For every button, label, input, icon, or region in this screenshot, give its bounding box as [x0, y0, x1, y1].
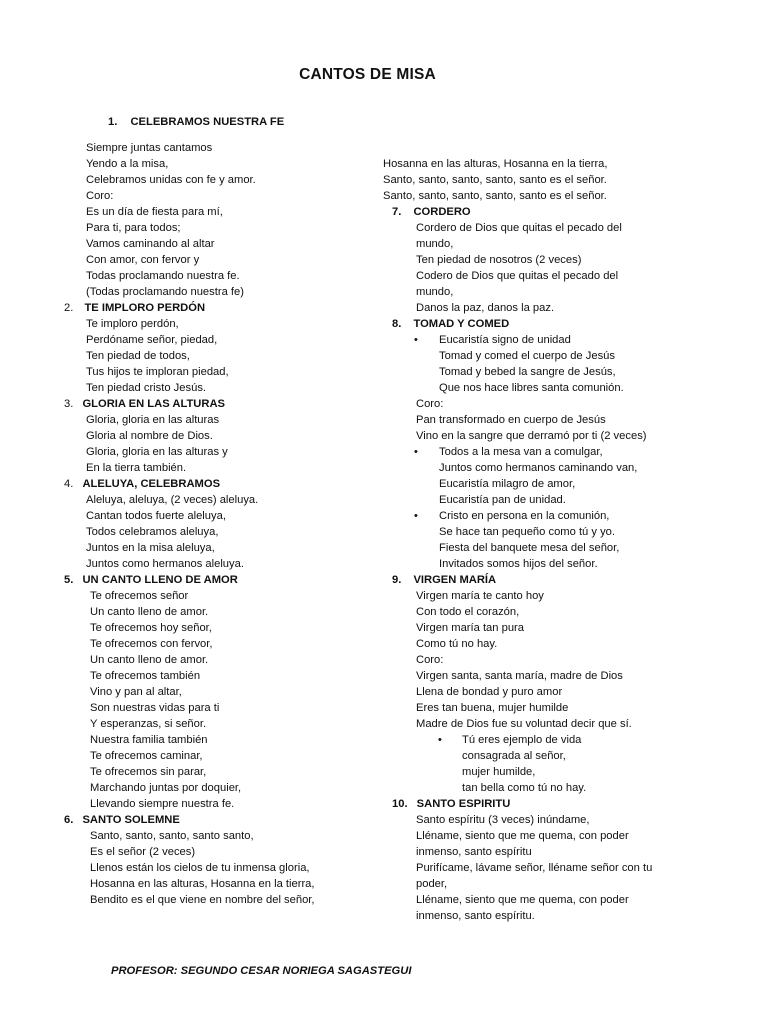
lyric-line — [383, 588, 703, 604]
lyric-text: Hosanna en las alturas, Hosanna en la tierra, — [383, 158, 608, 170]
song-lyrics — [56, 140, 376, 300]
lyric-text: Virgen maría te canto hoy — [416, 590, 544, 602]
bullet-icon: • — [438, 734, 442, 746]
lyric-text: Lléname, siento que me quema, con poder — [416, 830, 629, 842]
lyric-text: mujer humilde, — [462, 766, 536, 778]
song-lyrics — [383, 812, 703, 924]
lyric-line — [383, 828, 703, 844]
lyric-line — [56, 604, 376, 620]
lyric-text: Tú eres ejemplo de vida — [462, 734, 582, 746]
lyric-text: Aleluya, aleluya, (2 veces) aleluya. — [86, 494, 259, 506]
lyric-text: Se hace tan pequeño como tú y yo. — [439, 526, 616, 538]
lyric-text: Tomad y bebed la sangre de Jesús, — [439, 366, 616, 378]
lyric-text: Todos celebramos aleluya, — [86, 526, 219, 538]
lyric-text: (Todas proclamando nuestra fe) — [86, 286, 244, 298]
song-heading — [56, 572, 376, 588]
lyric-text: Gloria, gloria en las alturas — [86, 414, 220, 426]
song-lyrics — [383, 396, 703, 444]
lyric-line — [56, 684, 376, 700]
lyric-text: Ten piedad de nosotros (2 veces) — [416, 254, 582, 266]
song-title: ALELUYA, CELEBRAMOS — [82, 478, 221, 490]
lyric-text: Coro: — [416, 398, 444, 410]
song-heading — [383, 316, 703, 332]
lyric-text: Coro: — [416, 654, 444, 666]
lyric-line — [56, 796, 376, 812]
lyric-line — [383, 668, 703, 684]
lyric-text: Codero de Dios que quitas el pecado del — [416, 270, 619, 282]
lyric-line — [56, 524, 376, 540]
lyric-text: Te ofrecemos con fervor, — [90, 638, 213, 650]
song-heading — [56, 114, 376, 130]
lyric-line — [383, 428, 703, 444]
lyric-text: Eres tan buena, mujer humilde — [416, 702, 569, 714]
lyric-line — [383, 716, 703, 732]
lyric-text: inmenso, santo espíritu. — [416, 910, 535, 922]
lyric-line — [383, 636, 703, 652]
lyric-text: Invitados somos hijos del señor. — [439, 558, 598, 570]
lyric-text: Eucaristía milagro de amor, — [439, 478, 576, 490]
song-title: TOMAD Y COMED — [413, 318, 510, 330]
lyric-text: mundo, — [416, 238, 454, 250]
lyric-line — [383, 556, 703, 572]
lyric-line — [383, 684, 703, 700]
lyric-text: Llena de bondad y puro amor — [416, 686, 563, 698]
lyric-line — [56, 764, 376, 780]
lyric-line — [383, 156, 703, 172]
lyric-line — [383, 412, 703, 428]
lyric-text: Ten piedad cristo Jesús. — [86, 382, 207, 394]
song-number: 5. — [64, 574, 74, 586]
lyric-line — [383, 492, 703, 508]
lyric-line — [56, 188, 376, 204]
bulleted-verse — [383, 332, 703, 396]
lyric-text: Que nos hace libres santa comunión. — [439, 382, 624, 394]
lyric-text: Son nuestras vidas para ti — [90, 702, 220, 714]
bulleted-verse — [383, 732, 703, 796]
lyric-text: Lléname, siento que me quema, con poder — [416, 894, 629, 906]
lyric-line — [56, 636, 376, 652]
lyric-text: Perdóname señor, piedad, — [86, 334, 218, 346]
song-heading — [383, 796, 703, 812]
lyric-line — [56, 460, 376, 476]
lyric-text: Es el señor (2 veces) — [90, 846, 196, 858]
lyric-line — [383, 332, 703, 348]
lyric-text: Virgen santa, santa maría, madre de Dios — [416, 670, 623, 682]
lyric-text: Santo, santo, santo, santo santo, — [90, 830, 254, 842]
bulleted-verse — [383, 444, 703, 508]
lyric-line — [383, 652, 703, 668]
lyric-text: Te ofrecemos señor — [90, 590, 189, 602]
lyric-text: Vino en la sangre que derramó por ti (2 veces) — [416, 430, 647, 442]
lyric-text: Santo, santo, santo, santo, santo es el señor. — [383, 190, 607, 202]
song-lyrics — [56, 588, 376, 812]
lyric-text: Con todo el corazón, — [416, 606, 520, 618]
song-title: GLORIA EN LAS ALTURAS — [82, 398, 225, 410]
song-heading — [56, 396, 376, 412]
lyric-line — [56, 508, 376, 524]
lyric-text: Te ofrecemos también — [90, 670, 201, 682]
lyric-line — [56, 204, 376, 220]
lyric-text: Tus hijos te imploran piedad, — [86, 366, 229, 378]
lyric-text: Danos la paz, danos la paz. — [416, 302, 555, 314]
lyric-text: Coro: — [86, 190, 114, 202]
lyric-line — [383, 300, 703, 316]
song-number: 6. — [64, 814, 74, 826]
song-lyrics — [56, 828, 376, 908]
lyric-text: Llevando siempre nuestra fe. — [90, 798, 235, 810]
lyric-line — [56, 236, 376, 252]
song-heading — [383, 204, 703, 220]
lyric-text: Te imploro perdón, — [86, 318, 179, 330]
song-lyrics — [56, 492, 376, 572]
lyric-text: mundo, — [416, 286, 454, 298]
lyric-line — [56, 748, 376, 764]
lyric-line — [383, 892, 703, 908]
lyric-text: consagrada al señor, — [462, 750, 566, 762]
lyric-line — [56, 380, 376, 396]
song-title: SANTO SOLEMNE — [82, 814, 180, 826]
lyric-text: Juntos como hermanos caminando van, — [439, 462, 638, 474]
lyric-line — [56, 844, 376, 860]
lyric-text: Te ofrecemos caminar, — [90, 750, 203, 762]
lyric-text: Llenos están los cielos de tu inmensa gloria, — [90, 862, 310, 874]
lyric-line — [383, 188, 703, 204]
lyric-line — [56, 332, 376, 348]
lyric-text: En la tierra también. — [86, 462, 187, 474]
lyric-line — [383, 732, 703, 748]
lyric-line — [383, 844, 703, 860]
song-number: 3. — [64, 398, 74, 410]
lyric-line — [56, 140, 376, 156]
lyric-line — [56, 492, 376, 508]
lyric-text: Ten piedad de todos, — [86, 350, 190, 362]
song-title: CELEBRAMOS NUESTRA FE — [130, 116, 285, 128]
lyric-text: Cordero de Dios que quitas el pecado del — [416, 222, 622, 234]
lyric-line — [383, 476, 703, 492]
song-lyrics — [383, 220, 703, 316]
lyric-text: Yendo a la misa, — [86, 158, 169, 170]
song-title: VIRGEN MARÍA — [413, 574, 497, 586]
lyric-line — [383, 236, 703, 252]
lyric-line — [56, 588, 376, 604]
lyric-text: Santo espíritu (3 veces) inúndame, — [416, 814, 590, 826]
lyric-text: Todos a la mesa van a comulgar, — [439, 446, 603, 458]
lyric-line — [56, 172, 376, 188]
lyric-line — [56, 156, 376, 172]
lyric-line — [383, 620, 703, 636]
lyric-line — [56, 444, 376, 460]
lyric-line — [383, 876, 703, 892]
lyric-line — [383, 364, 703, 380]
lyric-line — [383, 908, 703, 924]
song-number: 7. — [392, 206, 402, 218]
lyric-line — [56, 348, 376, 364]
song-number: 4. — [64, 478, 74, 490]
song-lyrics — [56, 412, 376, 476]
song-number: 1. — [108, 116, 118, 128]
lyric-line — [56, 412, 376, 428]
bullet-icon: • — [414, 334, 418, 346]
song-heading — [383, 572, 703, 588]
lyric-line — [56, 716, 376, 732]
lyric-line — [56, 892, 376, 908]
lyric-line — [383, 860, 703, 876]
lyric-text: Celebramos unidas con fe y amor. — [86, 174, 256, 186]
lyric-text: Gloria, gloria en las alturas y — [86, 446, 228, 458]
lyric-text: Siempre juntas cantamos — [86, 142, 213, 154]
song-heading — [56, 476, 376, 492]
lyric-text: Un canto lleno de amor. — [90, 606, 209, 618]
lyric-text: Y esperanzas, si señor. — [90, 718, 207, 730]
lyric-line — [56, 220, 376, 236]
lyric-line — [383, 460, 703, 476]
lyric-text: Tomad y comed el cuerpo de Jesús — [439, 350, 615, 362]
lyric-text: inmenso, santo espíritu — [416, 846, 532, 858]
lyric-line — [56, 828, 376, 844]
lyric-text: Fiesta del banquete mesa del señor, — [439, 542, 620, 554]
lyric-line — [383, 700, 703, 716]
lyric-text: Cantan todos fuerte aleluya, — [86, 510, 226, 522]
lyric-line — [56, 876, 376, 892]
song-number: 10. — [392, 798, 408, 810]
lyric-line — [383, 348, 703, 364]
song-number: 8. — [392, 318, 402, 330]
song-lyrics — [56, 316, 376, 396]
lyric-line — [56, 620, 376, 636]
song-number: 9. — [392, 574, 402, 586]
lyric-text: Eucaristía pan de unidad. — [439, 494, 566, 506]
lyric-text: Pan transformado en cuerpo de Jesús — [416, 414, 606, 426]
lyric-text: Juntos como hermanos aleluya. — [86, 558, 244, 570]
song-number: 2. — [64, 302, 74, 314]
lyric-line — [383, 508, 703, 524]
lyric-line — [56, 540, 376, 556]
lyric-text: Te ofrecemos hoy señor, — [90, 622, 212, 634]
lyric-line — [383, 268, 703, 284]
lyric-line — [383, 284, 703, 300]
lyric-line — [383, 252, 703, 268]
lyric-text: Con amor, con fervor y — [86, 254, 200, 266]
lyric-text: Nuestra familia también — [90, 734, 208, 746]
lyric-line — [383, 540, 703, 556]
lyric-line — [56, 732, 376, 748]
lyric-line — [56, 860, 376, 876]
song-heading — [56, 300, 376, 316]
bullet-icon: • — [414, 446, 418, 458]
lyric-line — [383, 220, 703, 236]
lyric-line — [383, 604, 703, 620]
lyric-text: Hosanna en las alturas, Hosanna en la tierra, — [90, 878, 315, 890]
lyric-text: Eucaristía signo de unidad — [439, 334, 571, 346]
lyric-line — [383, 780, 703, 796]
lyric-line — [383, 764, 703, 780]
left-column — [56, 114, 376, 908]
song-title: SANTO ESPIRITU — [416, 798, 511, 810]
lyric-line — [383, 396, 703, 412]
lyric-line — [56, 652, 376, 668]
lyric-line — [56, 700, 376, 716]
lyric-text: tan bella como tú no hay. — [462, 782, 587, 794]
lyric-text: Vino y pan al altar, — [90, 686, 182, 698]
lyric-line — [56, 364, 376, 380]
song-title: TE IMPLORO PERDÓN — [84, 302, 206, 314]
lyric-line — [383, 812, 703, 828]
song-lyrics — [383, 588, 703, 732]
lyric-line — [383, 444, 703, 460]
lyric-text: Santo, santo, santo, santo, santo es el señor. — [383, 174, 607, 186]
right-column — [383, 156, 703, 924]
lyric-line — [383, 172, 703, 188]
lyric-text: Es un día de fiesta para mí, — [86, 206, 223, 218]
song-title: CORDERO — [413, 206, 471, 218]
lyric-line — [383, 748, 703, 764]
lyric-text: Purifícame, lávame señor, lléname señor con tu — [416, 862, 653, 874]
lyric-line — [56, 284, 376, 300]
lyric-text: Vamos caminando al altar — [86, 238, 215, 250]
lyric-line — [383, 524, 703, 540]
lyric-text: Juntos en la misa aleluya, — [86, 542, 215, 554]
lyric-text: Un canto lleno de amor. — [90, 654, 209, 666]
lyric-line — [383, 380, 703, 396]
lyric-text: Para ti, para todos; — [86, 222, 181, 234]
lyric-text: Virgen maría tan pura — [416, 622, 525, 634]
lyric-line — [56, 268, 376, 284]
footer-professor: PROFESOR: SEGUNDO CESAR NORIEGA SAGASTEGUI — [111, 965, 412, 977]
song-lyrics — [383, 156, 703, 204]
bullet-icon: • — [414, 510, 418, 522]
document-title: CANTOS DE MISA — [299, 66, 436, 83]
lyric-text: Marchando juntas por doquier, — [90, 782, 242, 794]
lyric-line — [56, 556, 376, 572]
lyric-text: poder, — [416, 878, 448, 890]
lyric-text: Como tú no hay. — [416, 638, 498, 650]
lyric-text: Gloria al nombre de Dios. — [86, 430, 213, 442]
lyric-text: Te ofrecemos sin parar, — [90, 766, 207, 778]
lyric-line — [56, 428, 376, 444]
lyric-text: Madre de Dios fue su voluntad decir que sí. — [416, 718, 632, 730]
lyric-line — [56, 252, 376, 268]
lyric-text: Todas proclamando nuestra fe. — [86, 270, 240, 282]
song-title: UN CANTO LLENO DE AMOR — [82, 574, 238, 586]
lyric-text: Cristo en persona en la comunión, — [439, 510, 610, 522]
lyric-line — [56, 316, 376, 332]
lyric-text: Bendito es el que viene en nombre del señor, — [90, 894, 315, 906]
lyric-line — [56, 780, 376, 796]
song-heading — [56, 812, 376, 828]
lyric-line — [56, 668, 376, 684]
bulleted-verse — [383, 508, 703, 572]
